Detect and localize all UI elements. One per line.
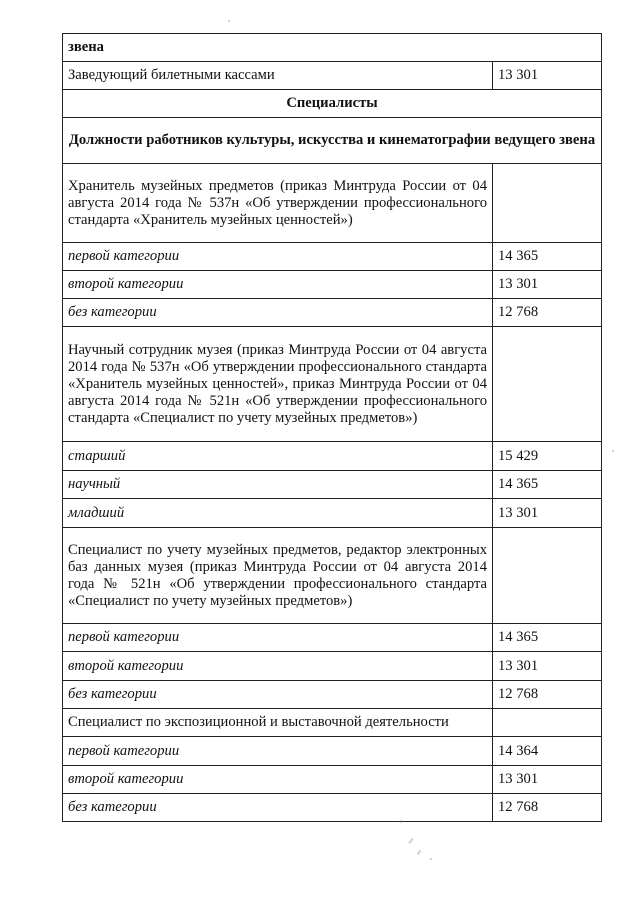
- category-label: старший: [63, 442, 493, 471]
- category-label: без категории: [63, 299, 493, 327]
- table-row: [63, 624, 602, 652]
- table-row: [63, 737, 602, 766]
- category-label: первой категории: [63, 737, 493, 766]
- table-row: [63, 681, 602, 709]
- section-header-row: [63, 90, 602, 118]
- position-description: Научный сотрудник музея (приказ Минтруда России от 04 августа 2014 года № 537н «Об утверждении профессионального стандарта «Хранитель музейных ценностей», приказ Минтруда России от 04 августа 2014 года № 521н «Об утверждении профессионального стандарта «Специалист по учету музейных предметов»): [63, 327, 493, 442]
- table-row: [63, 766, 602, 794]
- row-value: [493, 327, 602, 442]
- table-row: [63, 442, 602, 471]
- table-row: [63, 794, 602, 822]
- table-row: [63, 243, 602, 271]
- category-label: без категории: [63, 794, 493, 822]
- category-label: второй категории: [63, 271, 493, 299]
- row-value: 12 768: [493, 681, 602, 709]
- scan-speck: [430, 858, 432, 860]
- category-label: первой категории: [63, 243, 493, 271]
- row-value: 15 429: [493, 442, 602, 471]
- table-row: [63, 652, 602, 681]
- table-row: [63, 34, 602, 62]
- table-row: [63, 528, 602, 624]
- position-description: Хранитель музейных предметов (приказ Минтруда России от 04 августа 2014 года № 537н «Об утверждении профессионального стандарта «Хранитель музейных ценностей»): [63, 164, 493, 243]
- table-row: [63, 499, 602, 528]
- subsection-header-row: [63, 118, 602, 164]
- table-row: [63, 709, 602, 737]
- category-label: научный: [63, 471, 493, 499]
- category-label: младший: [63, 499, 493, 528]
- category-label: первой категории: [63, 624, 493, 652]
- row-value: 13 301: [493, 499, 602, 528]
- category-label: второй категории: [63, 766, 493, 794]
- table-row: [63, 62, 602, 90]
- scan-speck: [612, 450, 614, 452]
- row-value: 14 365: [493, 624, 602, 652]
- row-value: 13 301: [493, 652, 602, 681]
- category-label: второй категории: [63, 652, 493, 681]
- category-label: без категории: [63, 681, 493, 709]
- row-label: Специалист по экспозиционной и выставочной деятельности: [63, 709, 493, 737]
- row-value: [493, 164, 602, 243]
- table-row: [63, 164, 602, 243]
- subsection-header: Должности работников культуры, искусства и кинематографии ведущего звена: [63, 118, 602, 164]
- salary-table: [62, 33, 602, 822]
- scan-speck: [417, 850, 422, 855]
- row-value: 13 301: [493, 766, 602, 794]
- row-value: 14 364: [493, 737, 602, 766]
- row-value: 12 768: [493, 299, 602, 327]
- row-value: 14 365: [493, 243, 602, 271]
- table-row: [63, 271, 602, 299]
- row-value: 14 365: [493, 471, 602, 499]
- scan-speck: [408, 838, 413, 844]
- position-description: Специалист по учету музейных предметов, редактор электронных баз данных музея (приказ Минтруда России от 04 августа 2014 года № 521н «Об утверждении профессионального стандарта «Специалист по учету музейных предметов»): [63, 528, 493, 624]
- scan-speck: [399, 820, 402, 824]
- row-label: Заведующий билетными кассами: [63, 62, 493, 90]
- scan-speck: [228, 20, 230, 22]
- row-value: 12 768: [493, 794, 602, 822]
- section-header: Специалисты: [63, 90, 602, 118]
- row-value: [493, 709, 602, 737]
- row-value: 13 301: [493, 62, 602, 90]
- row-value: [493, 528, 602, 624]
- row-value: 13 301: [493, 271, 602, 299]
- row-label: звена: [63, 34, 602, 62]
- table-row: [63, 471, 602, 499]
- table-row: [63, 299, 602, 327]
- table-row: [63, 327, 602, 442]
